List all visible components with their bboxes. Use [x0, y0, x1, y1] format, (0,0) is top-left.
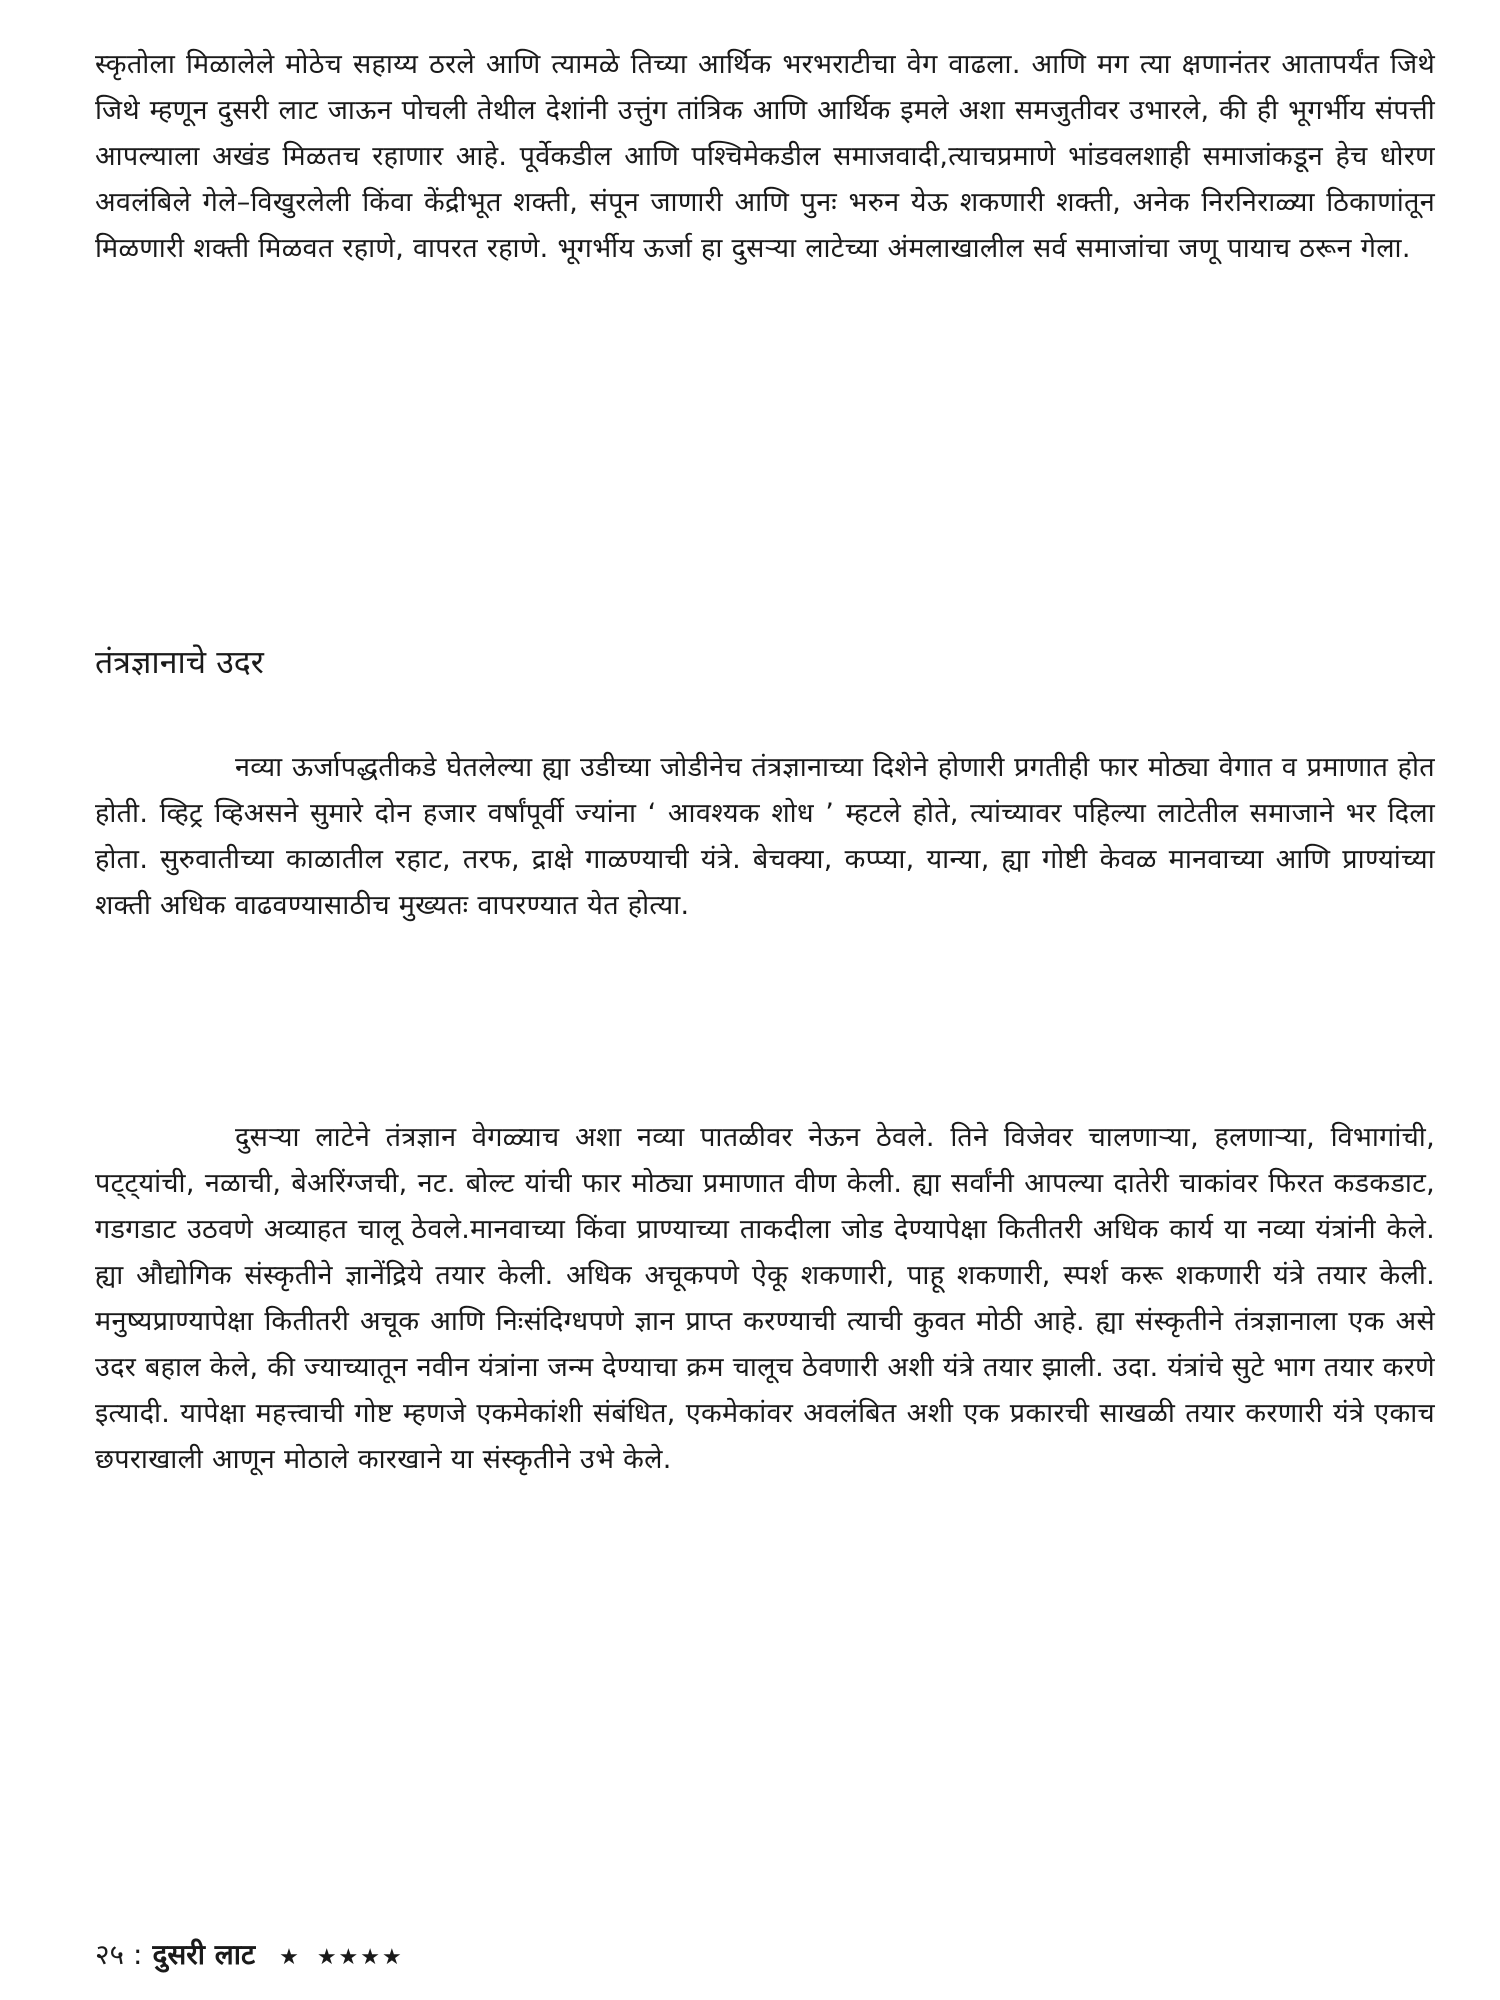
star-icon: ★	[279, 1945, 301, 1970]
page-footer	[95, 1935, 404, 1973]
page-number: २५ :	[95, 1938, 143, 1971]
book-title: दुसरी लाट	[152, 1938, 256, 1971]
paragraph-intro: स्कृतोला मिळालेले मोठेच सहाय्य ठरले आणि त्यामळे तिच्या आर्थिक भरभराटीचा वेग वाढला. आणि मग त्या क्षणानंतर आतापर्यंत जिथे जिथे म्हणून दुसरी लाट जाऊन पोचली तेथील देशांनी उत्तुंग तांत्रिक आणि आर्थिक इमले अशा समजुतीवर उभारले, की ही भूगर्भीय संपत्ती आपल्याला अखंड मिळतच रहाणार आहे. पूर्वेकडील आणि पश्चिमेकडील समाजवादी,त्याचप्रमाणे भांडवलशाही समाजांकडून हेच धोरण अवलंबिले गेले–विखुरलेली किंवा केंद्रीभूत शक्ती, संपून जाणारी आणि पुनः भरुन येऊ शकणारी शक्ती, अनेक निरनिराळ्या ठिकाणांतून मिळणारी शक्ती मिळवत रहाणे, वापरत रहाणे. भूगर्भीय ऊर्जा हा दुसऱ्या लाटेच्या अंमलाखालील सर्व समाजांचा जणू पायाच ठरून गेला.	[95, 49, 1435, 264]
star-ornament	[279, 1945, 404, 1970]
paragraph-technology: नव्या ऊर्जापद्धतीकडे घेतलेल्या ह्या उडीच्या जोडीनेच तंत्रज्ञानाच्या दिशेने होणारी प्रगतीही फार मोठ्या वेगात व प्रमाणात होत होती. व्हिट्र व्हिअसने सुमारे दोन हजार वर्षांपूर्वी ज्यांना ‘ आवश्यक शोध ’ म्हटले होते, त्यांच्यावर पहिल्या लाटेतील समाजाने भर दिला होता. सुरुवातीच्या काळातील रहाट, तरफ, द्राक्षे गाळण्याची यंत्रे. बेचक्या, कप्प्या, यान्या, ह्या गोष्टी केवळ मानवाच्या आणि प्राण्यांच्या शक्ती अधिक वाढवण्यासाठीच मुख्यतः वापरण्यात येत होत्या.	[95, 752, 1435, 921]
star-group-icon: ★★★★	[316, 1945, 404, 1970]
paragraph-second-wave: दुसऱ्या लाटेने तंत्रज्ञान वेगळ्याच अशा नव्या पातळीवर नेऊन ठेवले. तिने विजेवर चालणाऱ्या, हलणाऱ्या, विभागांची, पट्ट्यांची, नळाची, बेअरिंग्जची, नट. बोल्ट यांची फार मोठ्या प्रमाणात वीण केली. ह्या सर्वांनी आपल्या दातेरी चाकांवर फिरत कडकडाट, गडगडाट उठवणे अव्याहत चालू ठेवले.मानवाच्या किंवा प्राण्याच्या ताकदीला जोड देण्यापेक्षा कितीतरी अधिक कार्य या नव्या यंत्रांनी केले. ह्या औद्योगिक संस्कृतीने ज्ञानेंद्रिये तयार केली. अधिक अचूकपणे ऐकू शकणारी, पाहू शकणारी, स्पर्श करू शकणारी यंत्रे तयार केली. मनुष्यप्राण्यापेक्षा कितीतरी अचूक आणि निःसंदिग्धपणे ज्ञान प्राप्त करण्याची त्याची कुवत मोठी आहे. ह्या संस्कृतीने तंत्रज्ञानाला एक असे उदर बहाल केले, की ज्याच्यातून नवीन यंत्रांना जन्म देण्याचा क्रम चालूच ठेवणारी अशी यंत्रे तयार झाली. उदा. यंत्रांचे सुटे भाग तयार करणे इत्यादी. यापेक्षा महत्त्वाची गोष्ट म्हणजे एकमेकांशी संबंधित, एकमेकांवर अवलंबित अशी एक प्रकारची साखळी तयार करणारी यंत्रे एकाच छपराखाली आणून मोठाले कारखाने या संस्कृतीने उभे केले.	[95, 1122, 1435, 1475]
section-heading: तंत्रज्ञानाचे उदर	[95, 643, 264, 681]
